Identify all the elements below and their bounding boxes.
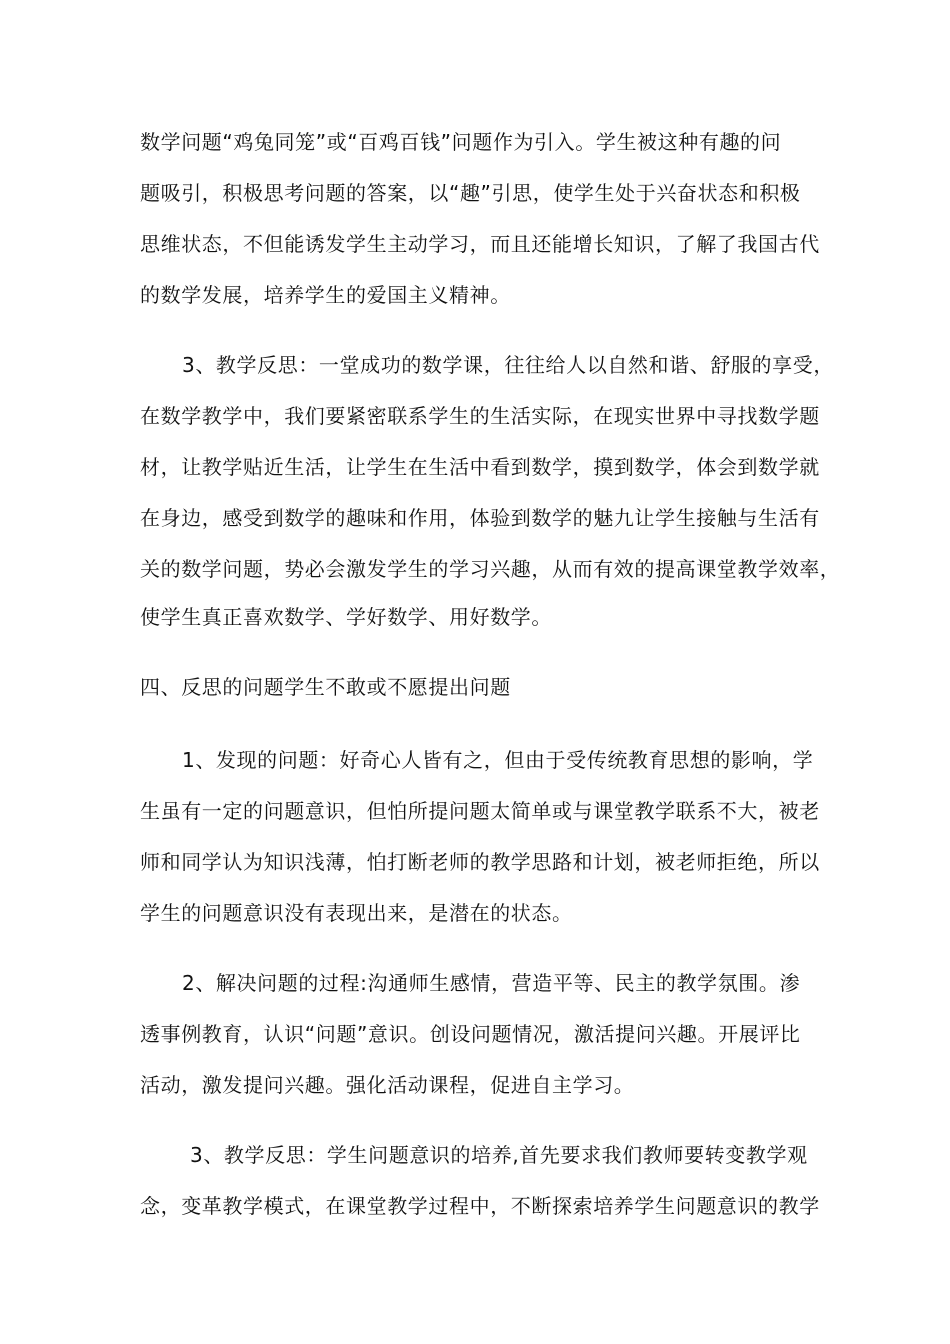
text-line: 的数学发展，培养学生的爱国主义精神。 [140,283,511,307]
text-line: 生虽有一定的问题意识，但怕所提问题太简单或与课堂教学联系不大，被老 [140,799,820,823]
text-line: 活动，激发提问兴趣。强化活动课程，促进自主学习。 [140,1073,635,1097]
text-line: 念，变革教学模式，在课堂教学过程中，不断探索培养学生问题意识的教学 [140,1194,820,1218]
text-line: 数学问题“鸡兔同笼”或“百鸡百钱”问题作为引入。学生被这种有趣的问 [140,130,782,154]
text-line: 2、解决问题的过程:沟通师生感情，营造平等、民主的教学氛围。渗 [182,971,801,995]
text-line: 师和同学认为知识浅薄，怕打断老师的教学思路和计划，被老师拒绝，所以 [140,850,820,874]
heading-text: 四、反思的问题学生不敢或不愿提出问题 [140,675,511,699]
text-line: 关的数学问题，势必会激发学生的学习兴趣，从而有效的提高课堂教学效率， [140,557,841,581]
text-line: 在身边，感受到数学的趣味和作用，体验到数学的魅九让学生接触与生活有 [140,506,820,530]
text-line: 材，让教学贴近生活，让学生在生活中看到数学，摸到数学，体会到数学就 [140,455,820,479]
text-line: 透事例教育，认识“问题”意识。创设问题情况，激活提问兴趣。开展评比 [140,1022,801,1046]
text-line: 3、教学反思：一堂成功的数学课，往往给人以自然和谐、舒服的享受， [182,353,834,377]
text-line: 使学生真正喜欢数学、学好数学、用好数学。 [140,605,552,629]
text-line: 思维状态，不但能诱发学生主动学习，而且还能增长知识，了解了我国古代 [140,232,820,256]
text-line: 在数学教学中，我们要紧密联系学生的生活实际，在现实世界中寻找数学题 [140,404,820,428]
text-line: 题吸引，积极思考问题的答案，以“趣”引思，使学生处于兴奋状态和积极 [140,181,801,205]
text-line: 1、发现的问题：好奇心人皆有之，但由于受传统教育思想的影响，学 [182,748,814,772]
text-line: 学生的问题意识没有表现出来，是潜在的状态。 [140,901,573,925]
text-line: 3、教学反思：学生问题意识的培养,首先要求我们教师要转变教学观 [190,1143,808,1167]
